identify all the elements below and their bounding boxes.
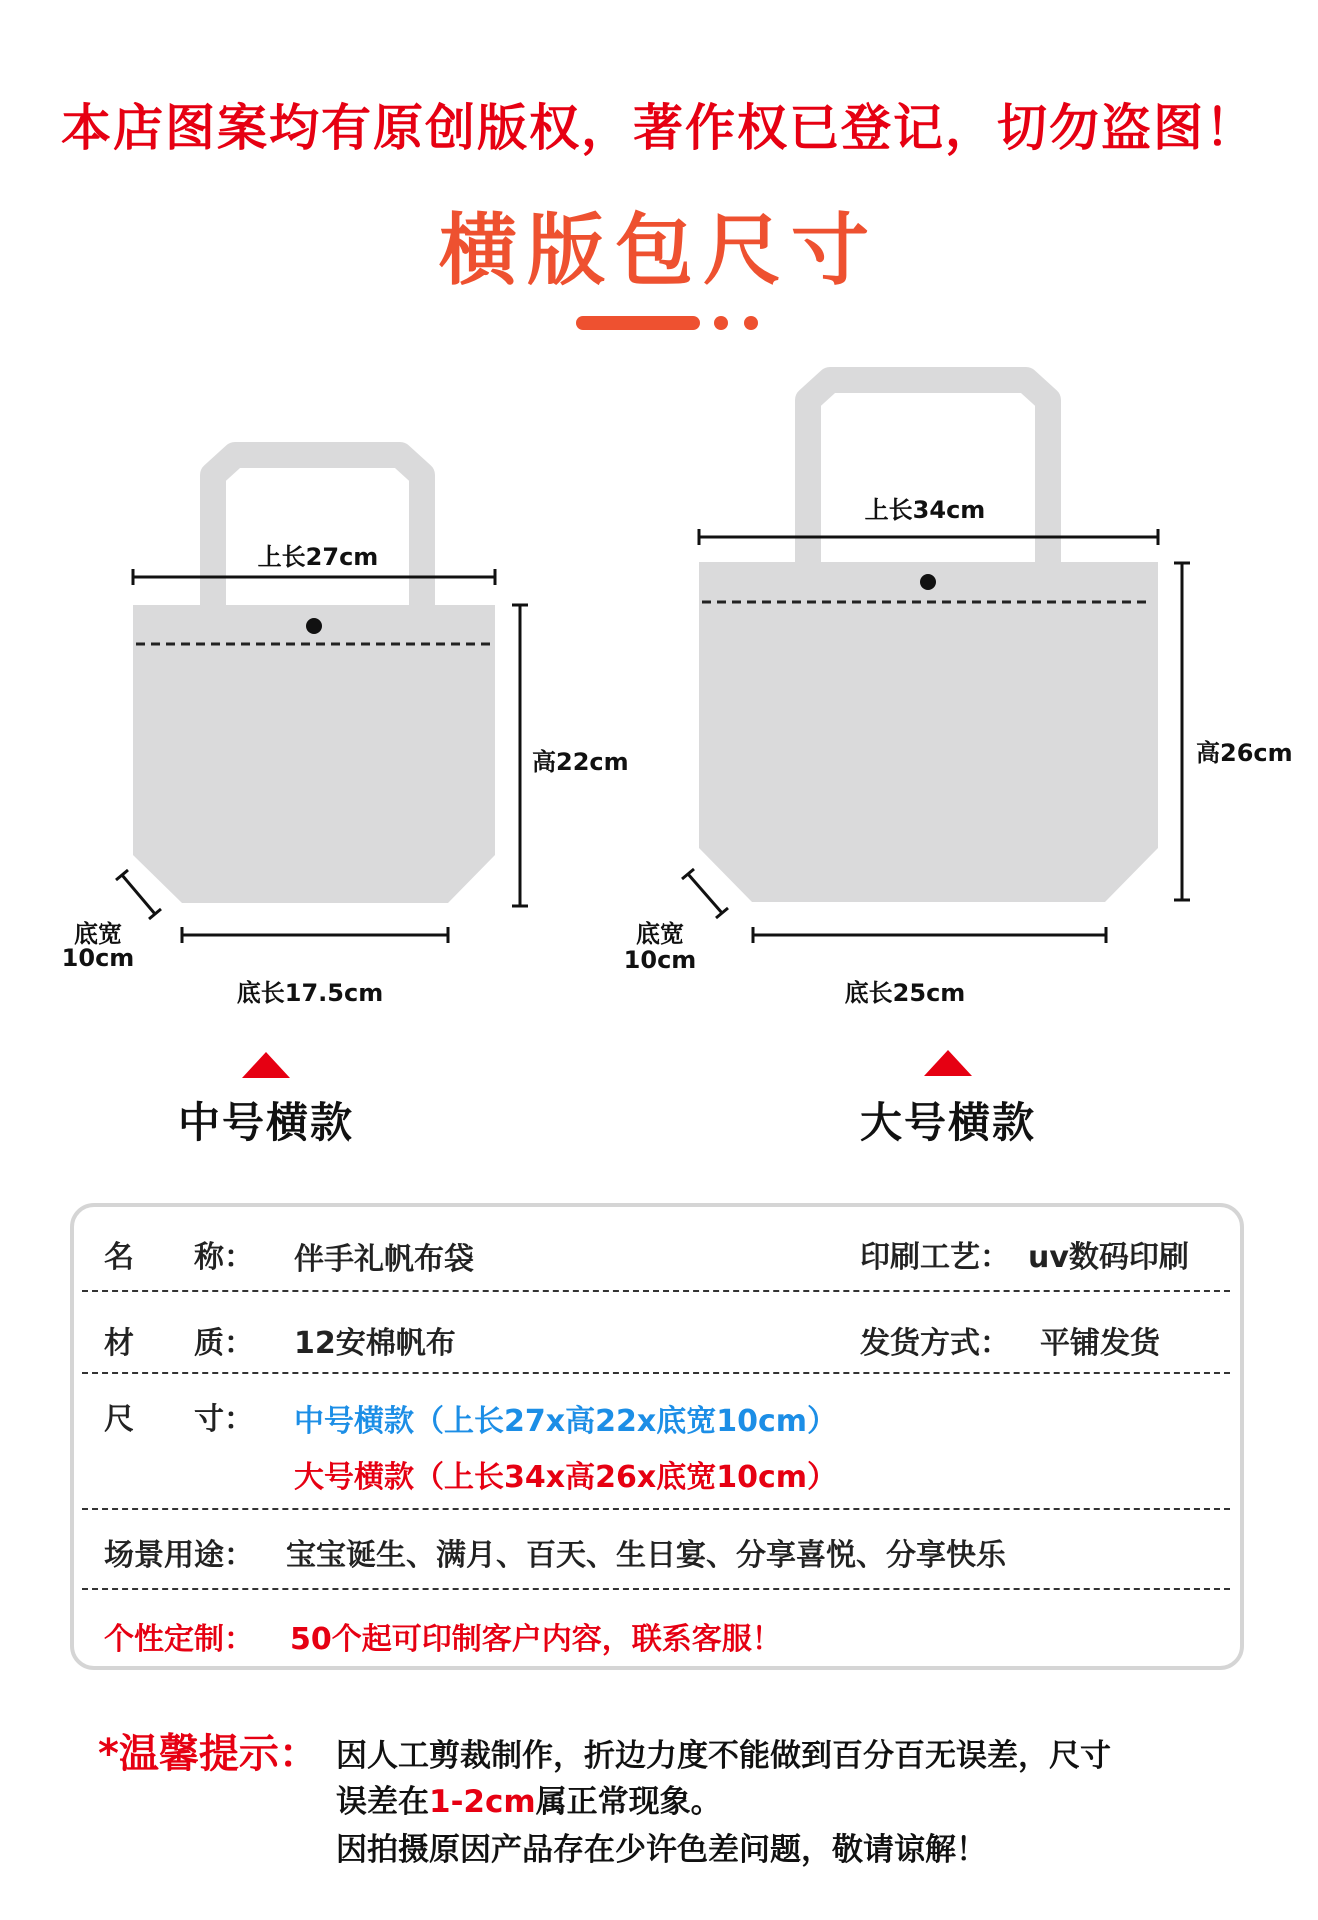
large-bottom-length-label: 底长25cm — [844, 979, 966, 1007]
medium-height-label: 高22cm — [532, 748, 629, 776]
title-underline-bar — [576, 316, 700, 330]
size-medium-value: 中号横款（上长27x高22x底宽10cm） — [294, 1404, 837, 1439]
usage-label: 场景用途： — [104, 1538, 254, 1573]
size-label: 尺 寸： — [104, 1402, 254, 1437]
medium-height-dimension — [512, 605, 528, 906]
medium-model-label: 中号横款 — [177, 1098, 355, 1147]
row-divider — [82, 1372, 1230, 1374]
tips-line-2-prefix: 误差在 — [336, 1784, 429, 1820]
material-value: 12安棉帆布 — [294, 1326, 456, 1361]
medium-bottom-width-value: 10cm — [61, 944, 135, 972]
medium-bag-snap — [306, 618, 322, 634]
medium-bottom-width-label: 底宽 — [74, 920, 122, 948]
medium-pointer-triangle — [242, 1052, 290, 1078]
tips-line-1: 因人工剪裁制作，折边力度不能做到百分百无误差，尺寸 — [336, 1738, 1111, 1774]
material-label: 材 质： — [104, 1326, 254, 1361]
medium-bottom-length-label: 底长17.5cm — [236, 979, 384, 1007]
large-bottom-width-dimension — [682, 869, 728, 918]
large-height-dimension — [1174, 563, 1190, 900]
large-bottom-width-value: 10cm — [623, 946, 697, 974]
large-height-label: 高26cm — [1196, 739, 1293, 767]
name-value: 伴手礼帆布袋 — [294, 1242, 474, 1277]
size-large-value: 大号横款（上长34x高26x底宽10cm） — [294, 1460, 837, 1495]
large-bag-diagram — [682, 380, 1190, 943]
row-divider — [82, 1508, 1230, 1510]
large-bag-body — [699, 562, 1158, 902]
large-model-label: 大号横款 — [859, 1098, 1037, 1147]
large-top-dimension — [699, 529, 1158, 545]
large-bag-snap — [920, 574, 936, 590]
page-title: 横版包尺寸 — [438, 206, 879, 296]
medium-bag-body — [133, 605, 495, 903]
tips-label: *温馨提示： — [98, 1731, 319, 1777]
medium-bag-handle — [213, 455, 422, 610]
print-label: 印刷工艺： — [860, 1240, 1010, 1275]
large-bottom-length-dimension — [753, 927, 1106, 943]
title-underline-dot — [714, 316, 728, 330]
medium-bag-diagram — [116, 455, 528, 943]
tips-error-range: 1-2cm — [429, 1784, 536, 1820]
row-divider — [82, 1588, 1230, 1590]
large-pointer-triangle — [924, 1050, 972, 1076]
shipping-value: 平铺发货 — [1040, 1326, 1160, 1361]
tips-line-2 — [336, 1776, 722, 1821]
large-top-length-label: 上长34cm — [864, 496, 986, 524]
usage-value: 宝宝诞生、满月、百天、生日宴、分享喜悦、分享快乐 — [286, 1538, 1006, 1573]
medium-bottom-length-dimension — [182, 927, 448, 943]
custom-value: 50个起可印制客户内容，联系客服！ — [290, 1622, 782, 1657]
print-value: uv数码印刷 — [1028, 1240, 1189, 1275]
name-label: 名 称： — [104, 1240, 254, 1275]
tips-line-3: 因拍摄原因产品存在少许色差问题，敬请谅解！ — [336, 1832, 987, 1868]
medium-bottom-width-dimension — [116, 870, 161, 919]
copyright-notice: 本店图案均有原创版权，著作权已登记，切勿盗图！ — [61, 99, 1257, 157]
title-underline-dot — [744, 316, 758, 330]
large-bottom-width-label: 底宽 — [636, 920, 684, 948]
custom-label: 个性定制： — [104, 1622, 254, 1657]
medium-top-length-label: 上长27cm — [257, 543, 379, 571]
tips-line-2-suffix: 属正常现象。 — [535, 1784, 722, 1820]
row-divider — [82, 1290, 1230, 1292]
shipping-label: 发货方式： — [860, 1326, 1010, 1361]
